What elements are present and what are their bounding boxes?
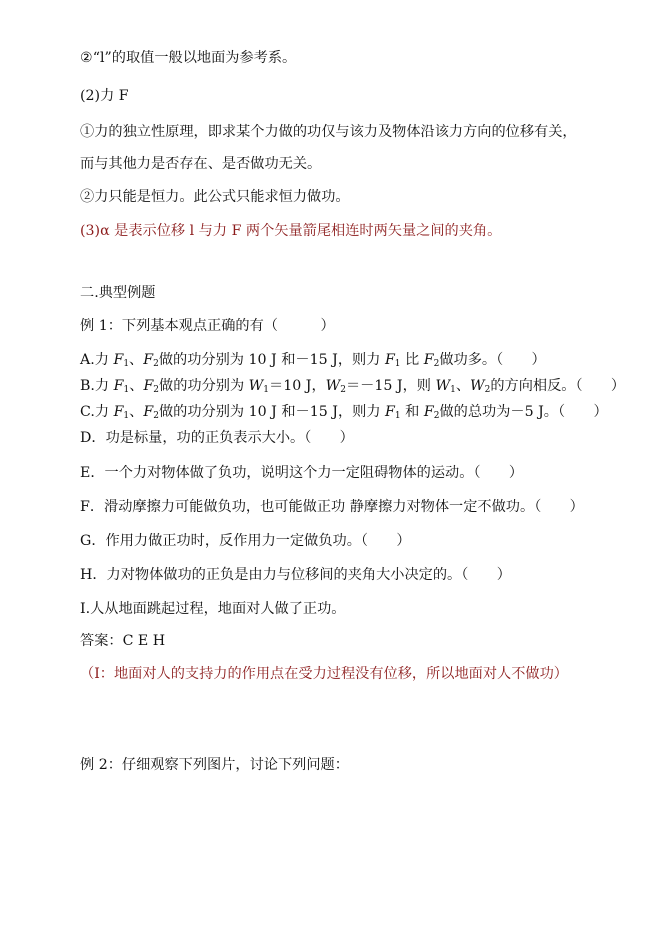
text-line: ①力的独立性原理，即求某个力做的功仅与该力及物体沿该力方向的位移有关，: [80, 124, 577, 140]
option-h: H．力对物体做功的正负是由力与位移间的夹角大小决定的。（ ）: [80, 567, 511, 583]
option-a: A.力 $F_1$、$F_2$做的功分别为 10 J 和－15 J，则力 $F_1$ 比 $F_2$做功多。（ ）: [80, 352, 546, 369]
option-g: G．作用力做正功时，反作用力一定做负功。（ ）: [80, 533, 411, 549]
option-d: D．功是标量，功的正负表示大小。（ ）: [80, 430, 354, 446]
section-heading: 二.典型例题: [80, 285, 156, 301]
text-line: (2)力 F: [80, 88, 129, 104]
text-line: ②力只能是恒力。此公式只能求恒力做功。: [80, 189, 350, 205]
answer-line: 答案：C E H: [80, 633, 166, 649]
option-b: B.力 $F_1$、$F_2$做的功分别为 $W_1=10$ J，$W_2=-15$ J，则 $W_1$、$W_2$的方向相反。（ ）: [80, 378, 626, 395]
text-line: 而与其他力是否存在、是否做功无关。: [80, 156, 322, 172]
option-f: F．滑动摩擦力可能做负功，也可能做正功 静摩擦力对物体一定不做功。（ ）: [80, 499, 584, 515]
answer-note: （I：地面对人的支持力的作用点在受力过程没有位移，所以地面对人不做功）: [80, 666, 568, 682]
example-1-title: 例 1：下列基本观点正确的有（ ）: [80, 318, 335, 334]
highlighted-text-line: (3)α 是表示位移 l 与力 F 两个矢量箭尾相连时两矢量之间的夹角。: [80, 223, 502, 239]
option-e: E．一个力对物体做了负功，说明这个力一定阻碍物体的运动。（ ）: [80, 465, 524, 481]
option-c: C.力 $F_1$、$F_2$做的功分别为 10 J 和－15 J，则力 $F_1$ 和 $F_2$做的总功为－5 J。（ ）: [80, 404, 608, 421]
option-i: I.人从地面跳起过程，地面对人做了正功。: [80, 601, 346, 617]
example-2-title: 例 2：仔细观察下列图片，讨论下列问题：: [80, 757, 349, 773]
text-line: ②“l”的取值一般以地面为参考系。: [80, 50, 297, 66]
